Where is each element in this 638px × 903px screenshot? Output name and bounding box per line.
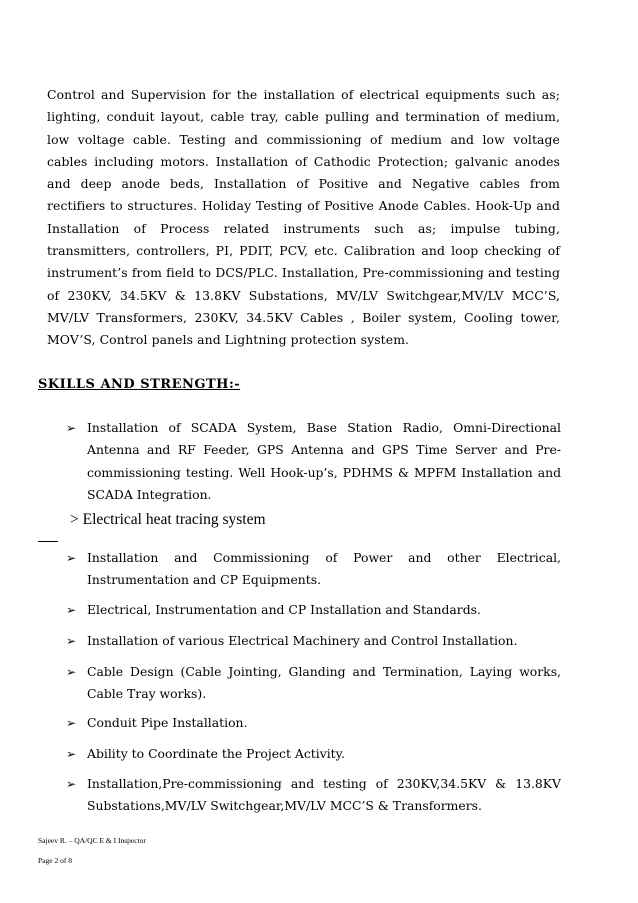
arrow-bullet-icon: ➢ bbox=[66, 603, 77, 617]
skill-text: Installation,Pre-commissioning and testing of 230KV,34.5KV & 13.8KV Substations,MV/LV Switchgear,MV/LV MCC’S & Transformers. bbox=[87, 776, 561, 814]
arrow-bullet-icon: ➢ bbox=[66, 421, 77, 435]
skill-text: Installation and Commissioning of Power and other Electrical, Instrumentation and CP Equipments. bbox=[87, 550, 561, 588]
skill-item bbox=[66, 417, 561, 506]
skill-item bbox=[66, 599, 561, 621]
footer-page-number: Page 2 of 8 bbox=[38, 856, 72, 865]
skill-item bbox=[66, 773, 561, 818]
arrow-bullet-icon: ➢ bbox=[66, 716, 77, 730]
experience-paragraph: Control and Supervision for the installation of electrical equipments such as; lighting, conduit layout, cable tray, cable pulling and termination of medium, low voltage cable. Testing and commissioning of medium and low voltage cables including motors. Installation of Cathodic Protection; galvanic anodes and deep anode beds, Installation of Positive and Negative cables from rectifiers to structures. Holiday Testing of Positive Anode Cables. Hook-Up and Installation of Process related instruments such as; impulse tubing, transmitters, controllers, PI, PDIT, PCV, etc. Calibration and loop checking of instrument’s from field to DCS/PLC. Installation, Pre-commissioning and testing of 230KV, 34.5KV & 13.8KV Substations, MV/LV Switchgear,MV/LV MCC’S, MV/LV Transformers, 230KV, 34.5KV Cables , Boiler system, Cooling tower, MOV’S, Control panels and Lightning protection system. bbox=[47, 87, 560, 348]
skill-item bbox=[66, 712, 561, 734]
skill-text: Installation of SCADA System, Base Station Radio, Omni-Directional Antenna and RF Feeder, GPS Antenna and GPS Time Server and Pre-commissioning testing. Well Hook-up’s, PDHMS & MPFM Installation and SCADA Integration. bbox=[87, 420, 561, 502]
footer-author: Sajeev R. – QA/QC E & I Inspector bbox=[38, 836, 146, 845]
skill-text: Ability to Coordinate the Project Activity. bbox=[87, 746, 345, 761]
arrow-bullet-icon: ➢ bbox=[66, 777, 77, 791]
skill-item bbox=[66, 743, 561, 765]
skill-text: Conduit Pipe Installation. bbox=[87, 715, 248, 730]
skill-item bbox=[66, 630, 561, 652]
short-rule bbox=[38, 541, 58, 542]
skills-heading-suffix: :- bbox=[228, 377, 241, 392]
arrow-bullet-icon: ➢ bbox=[66, 634, 77, 648]
skill-text: Installation of various Electrical Machinery and Control Installation. bbox=[87, 633, 518, 648]
skills-heading bbox=[38, 377, 240, 392]
arrow-bullet-icon: ➢ bbox=[66, 665, 77, 679]
skill-item bbox=[66, 661, 561, 706]
skill-item bbox=[66, 547, 561, 592]
skill-text: Electrical, Instrumentation and CP Installation and Standards. bbox=[87, 602, 481, 617]
arrow-bullet-icon: ➢ bbox=[66, 747, 77, 761]
skills-heading-text: SKILLS AND STRENGTH bbox=[38, 377, 229, 392]
heat-tracing-item: > Electrical heat tracing system bbox=[70, 511, 266, 528]
arrow-bullet-icon: ➢ bbox=[66, 551, 77, 565]
skill-text: Cable Design (Cable Jointing, Glanding and Termination, Laying works, Cable Tray works). bbox=[87, 664, 561, 702]
